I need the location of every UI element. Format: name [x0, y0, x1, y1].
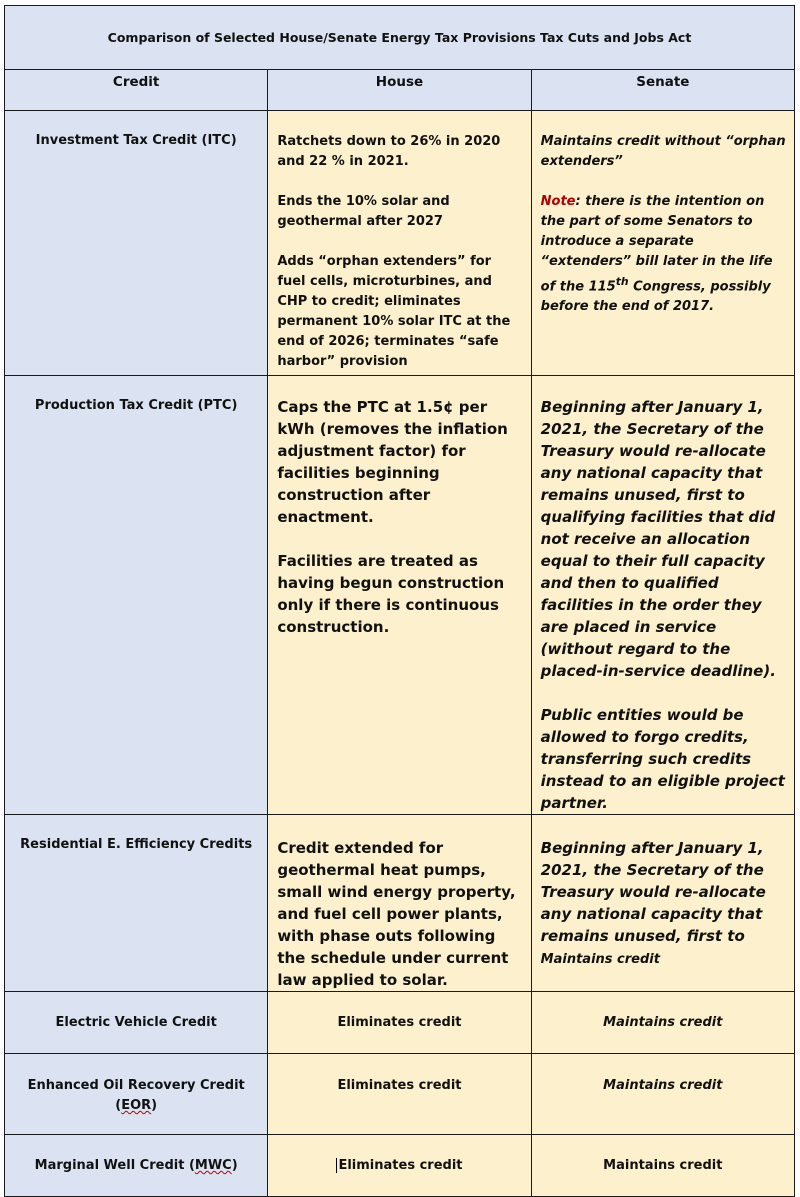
credit-label: Production Tax Credit (PTC) — [34, 398, 238, 413]
house-text: Ratchets down to 26% in 2020 and 22 % in 2021. — [277, 134, 501, 169]
credit-cell-eor — [5, 1054, 268, 1135]
header-credit: Credit — [5, 70, 268, 111]
table-row — [5, 376, 795, 815]
table-row — [5, 111, 795, 376]
house-cell-itc — [268, 111, 531, 376]
table-title: Comparison of Selected House/Senate Energy Tax Provisions Tax Cuts and Jobs Act — [5, 6, 795, 70]
credit-label: Enhanced Oil Recovery Credit (EOR) — [27, 1078, 245, 1113]
credit-label: Residential E. Efficiency Credits — [20, 837, 253, 852]
comparison-table — [4, 5, 795, 1197]
house-text: Ends the 10% solar and geothermal after 2027 — [277, 194, 450, 229]
title-row — [5, 6, 795, 70]
header-row — [5, 70, 795, 111]
table-row — [5, 815, 795, 992]
senate-cell-ptc — [531, 376, 794, 815]
table-row — [5, 992, 795, 1054]
senate-cell-ev: Maintains credit — [531, 992, 794, 1054]
house-cell-eor: Eliminates credit — [268, 1054, 531, 1135]
senate-text: Public entities would be allowed to forgo credits, transferring such credits instead to an eligible project partner. — [540, 706, 785, 812]
credit-cell-ev: Electric Vehicle Credit — [5, 992, 268, 1054]
table-row — [5, 1135, 795, 1197]
header-senate: Senate — [531, 70, 794, 111]
house-text: Caps the PTC at 1.5¢ per kWh (removes the inflation adjustment factor) for facilities beginning construction after enactment. — [277, 398, 508, 526]
senate-text: Maintains credit without “orphan extenders” — [540, 134, 786, 169]
senate-cell-eor: Maintains credit — [531, 1054, 794, 1135]
house-text: Facilities are treated as having begun construction only if there is continuous construction. — [277, 552, 505, 636]
senate-note: Note: there is the intention on the part of some Senators to introduce a separate “extenders” bill later in the life of the 115th Congress, possibly before the end of 2017. — [540, 194, 773, 315]
table-row — [5, 1054, 795, 1135]
senate-text: Beginning after January 1, 2021, the Secretary of the Treasury would re-allocate any national capacity that remains unused, first to Maintains credit — [540, 839, 766, 967]
note-label: Note — [540, 194, 576, 209]
house-text: Credit extended for geothermal heat pumps, small wind energy property, and fuel cell power plants, with phase outs following the schedule under current law applied to solar. — [277, 839, 516, 989]
house-cell-ev: Eliminates credit — [268, 992, 531, 1054]
house-cell-residential — [268, 815, 531, 992]
credit-cell-ptc — [5, 376, 268, 815]
senate-text: Beginning after January 1, 2021, the Secretary of the Treasury would re-allocate any national capacity that remains unused, first to qualifying facilities that did not receive an allocation equal to their full capacity and then to qualified facilities in the order they are placed in service (without regard to the placed-in-service deadline). — [540, 398, 776, 680]
document — [4, 5, 795, 1173]
senate-cell-residential — [531, 815, 794, 992]
house-cell-ptc — [268, 376, 531, 815]
text-cursor — [336, 1158, 337, 1173]
senate-cell-itc — [531, 111, 794, 376]
credit-cell-itc — [5, 111, 268, 376]
credit-cell-mwc: Marginal Well Credit (MWC) — [5, 1135, 268, 1197]
header-house: House — [268, 70, 531, 111]
house-text: Adds “orphan extenders” for fuel cells, microturbines, and CHP to credit; eliminates permanent 10% solar ITC at the end of 2026; terminates “safe harbor” provision — [277, 254, 511, 369]
house-cell-mwc: Eliminates credit — [268, 1135, 531, 1197]
credit-cell-residential — [5, 815, 268, 992]
credit-label: Investment Tax Credit (ITC) — [35, 133, 237, 148]
senate-cell-mwc: Maintains credit — [531, 1135, 794, 1197]
